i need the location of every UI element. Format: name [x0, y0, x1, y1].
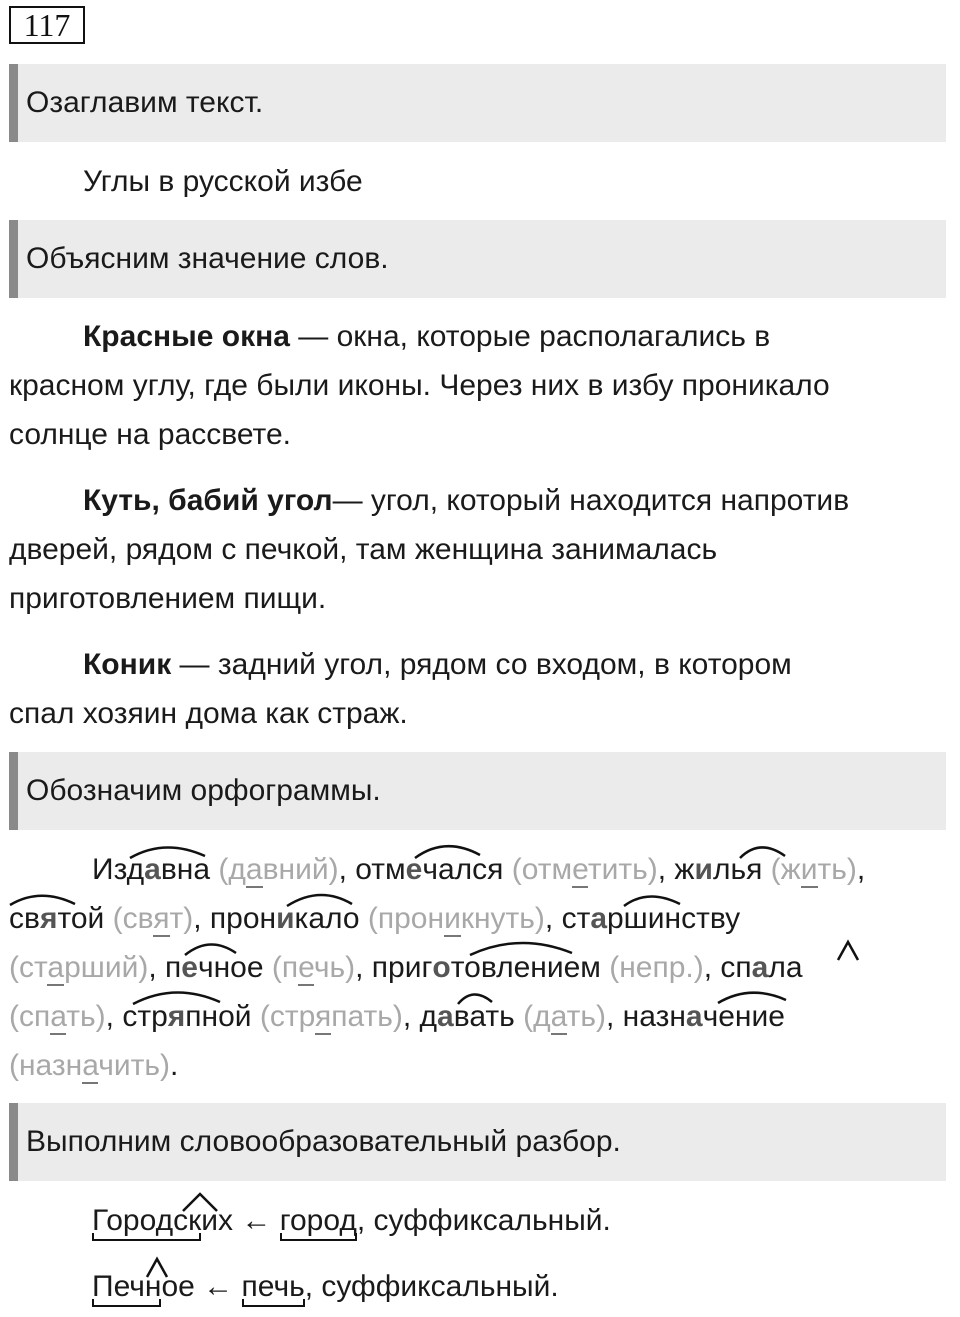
definition-3-line-1 — [83, 647, 792, 683]
word-svyatoy: святой — [9, 902, 105, 935]
word-spala: спала — [720, 951, 803, 984]
word-pechnoe: печное — [165, 951, 264, 984]
check-word: (отметить) — [511, 853, 658, 886]
formation-type: , суффиксальный. — [304, 1270, 559, 1303]
word-prigotovleniem: приготовлением — [371, 951, 601, 984]
word-otmechalsya: отмечался — [355, 853, 504, 886]
definition-1-line-1 — [83, 319, 770, 355]
definition-2-line-3: приготовлением пищи. — [9, 582, 327, 615]
definition-1-text: — окна, которые располагались в — [289, 320, 771, 353]
check-word: (печь) — [271, 951, 356, 984]
check-word: (непр.) — [609, 951, 704, 984]
morpheme-suffix: н — [144, 1270, 162, 1303]
morpheme-root: Печ — [92, 1270, 145, 1303]
spelling-line-4: (спать), стряпной (стряпать), давать (дать), назначение — [9, 1000, 785, 1033]
definition-2-term: Куть, бабий угол — [83, 484, 333, 517]
task-title-heading: Озаглавим текст. — [9, 64, 946, 142]
spelling-line-2: святой (свят), проникало (проникнуть), старшинству — [9, 902, 741, 935]
morpheme-suffix: ск — [173, 1204, 202, 1237]
check-word: (дать) — [523, 1000, 606, 1033]
morpheme-ending: ое — [161, 1270, 195, 1303]
exercise-number: 117 — [9, 6, 85, 44]
definition-2-line-1 — [83, 483, 849, 519]
spelling-line-5: (назначить). — [9, 1049, 179, 1082]
check-word: (проникнуть) — [367, 902, 545, 935]
definition-1-line-3: солнце на рассвете. — [9, 418, 291, 451]
stress-mark-spala — [838, 942, 858, 960]
arrow-left-icon: ← — [233, 1204, 280, 1237]
definition-1-line-2: красном углу, где были иконы. Через них в избу проникало — [9, 369, 830, 402]
spelling-line-3: (старший), печное (печь), приготовлением (непр.), спала — [9, 951, 803, 984]
definition-2-text: — угол, который находится напротив — [332, 484, 850, 517]
check-word: (жить) — [770, 853, 857, 886]
word-starshinstvu: старшинству — [561, 902, 741, 935]
definition-2-line-2: дверей, рядом с печкой, там женщина занималась — [9, 533, 718, 566]
word-naznachenie: назначение — [622, 1000, 785, 1033]
source-word: печь — [241, 1270, 305, 1303]
check-word: (давний) — [218, 853, 339, 886]
word-formation-2 — [92, 1269, 559, 1305]
spelling-line-1: Издавна (давний), отмечался (отметить), жилья (жить), — [92, 853, 866, 886]
task-words-heading: Объясним значение слов. — [9, 220, 946, 298]
task-spelling-heading: Обозначим орфограммы. — [9, 752, 946, 830]
word-pronikalo: проникало — [209, 902, 360, 935]
check-word: (назначить) — [9, 1049, 171, 1082]
check-word: (спать) — [9, 1000, 106, 1033]
formation-type: , суффиксальный. — [356, 1204, 611, 1237]
definition-3-text: — задний угол, рядом со входом, в котором — [171, 648, 792, 681]
check-word: (старший) — [9, 951, 149, 984]
check-word: (свят) — [112, 902, 194, 935]
morpheme-root: Город — [92, 1204, 174, 1237]
task-word-formation-heading: Выполним словообразовательный разбор. — [9, 1103, 946, 1181]
definition-1-term: Красные окна — [83, 320, 290, 353]
morpheme-base — [92, 1270, 161, 1303]
word-izdavna: Издавна — [92, 853, 211, 886]
word-formation-1 — [92, 1203, 611, 1239]
word-davat: давать — [419, 1000, 515, 1033]
arrow-left-icon: ← — [194, 1270, 242, 1303]
definition-3-line-2: спал хозяин дома как страж. — [9, 697, 408, 730]
morpheme-base — [92, 1204, 201, 1237]
word-zhilya: жилья — [674, 853, 763, 886]
source-word: город — [279, 1204, 357, 1237]
title-answer: Углы в русской избе — [83, 165, 363, 198]
check-word: (стряпать) — [259, 1000, 403, 1033]
word-stryapnoy: стряпной — [122, 1000, 252, 1033]
morpheme-ending: их — [201, 1204, 234, 1237]
definition-3-term: Коник — [83, 648, 172, 681]
